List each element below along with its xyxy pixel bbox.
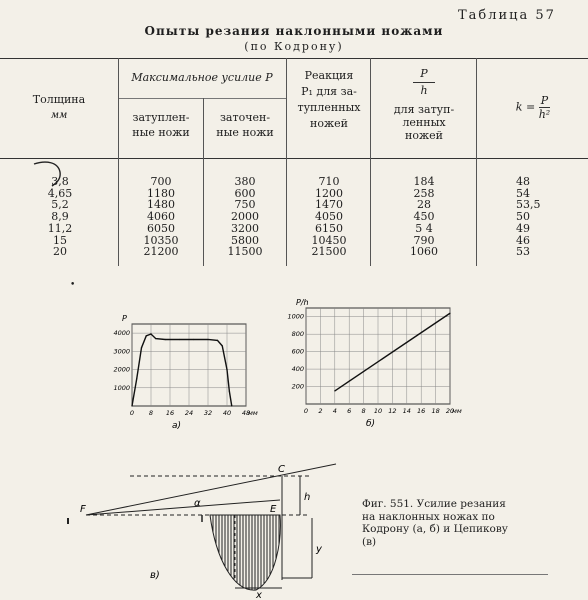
- table-cell-thickness: 11,2: [47, 221, 73, 235]
- point-c-label: C: [278, 464, 285, 475]
- column-ratio: [372, 176, 476, 258]
- data-point: [150, 333, 151, 334]
- header-dull: затуплен- ные ножи: [132, 111, 190, 139]
- header-thickness: [2, 92, 116, 124]
- header-sharp: заточен- ные ножи: [216, 111, 274, 139]
- table-cell-dull: 4060: [147, 210, 175, 224]
- x-tick-label: 48: [241, 409, 251, 417]
- figure-b-chart: [270, 296, 470, 430]
- table-cell-reaction: 1470: [315, 198, 343, 212]
- y-tick-label: 400: [291, 365, 304, 374]
- figure-caption: Фиг. 551. Усилие резания на наклонных ножах по Кодрону (а, б) и Цепикову (в): [362, 498, 508, 548]
- table-cell-sharp: 750: [234, 198, 256, 212]
- y-tick-label: 4000: [113, 329, 130, 338]
- x-tick-label: 40: [222, 409, 232, 417]
- data-point: [229, 391, 230, 392]
- x-tick-label: 0: [129, 409, 135, 417]
- table-cell-reaction: 1200: [315, 186, 343, 200]
- table-title: Опыты резания наклонными ножами: [144, 24, 444, 38]
- point-f-label: F: [80, 504, 86, 515]
- x-axis-unit: мм: [452, 407, 462, 415]
- table-cell-ratio: 258: [413, 186, 435, 200]
- table-cell-dull: 1180: [147, 186, 175, 200]
- table-cell-k: 48: [516, 175, 530, 188]
- table-col-divider: [286, 58, 287, 266]
- x-tick-label: 14: [402, 407, 411, 415]
- x-tick-label: 24: [184, 409, 194, 417]
- data-point: [231, 405, 232, 406]
- table-cell-thickness: 8,9: [51, 210, 69, 224]
- x-axis-unit: мм: [248, 409, 258, 417]
- data-point: [222, 345, 223, 346]
- table-cell-k: 54: [516, 186, 530, 200]
- table-cell-ratio: 1060: [410, 245, 438, 259]
- x-tick-label: 18: [431, 407, 440, 415]
- table-cell-reaction: 6150: [315, 221, 343, 235]
- point-e-label: E: [270, 504, 277, 515]
- table-cell-sharp: 11500: [227, 245, 263, 259]
- table-cell-ratio: 5 4: [415, 221, 433, 235]
- data-point: [179, 339, 180, 340]
- table-cell-thickness: 4,65: [47, 186, 73, 200]
- figure-a-chart: [96, 310, 266, 430]
- table-cell-sharp: 2000: [231, 210, 259, 224]
- table-cell-sharp: 3200: [231, 221, 259, 235]
- data-point: [165, 339, 166, 340]
- figure-label: а): [172, 421, 182, 430]
- table-cell-k: 46: [516, 233, 530, 247]
- x-tick-label: 8: [361, 407, 366, 415]
- x-tick-label: 2: [318, 407, 323, 415]
- header-k: [480, 94, 586, 121]
- table-number: Таблица 57: [458, 8, 556, 23]
- data-point: [217, 340, 218, 341]
- table-cell-reaction: 10450: [311, 233, 347, 247]
- y-tick-label: 800: [291, 330, 304, 339]
- y-tick-label: 1000: [113, 383, 130, 392]
- data-point: [131, 405, 132, 406]
- column-sharp: [204, 176, 286, 258]
- y-tick-label: 2000: [113, 365, 130, 374]
- x-tick-label: 12: [388, 407, 397, 415]
- table-cell-reaction: 4050: [315, 210, 343, 224]
- header-reaction: Реакция P₁ для за- тупленных ножей: [297, 69, 361, 130]
- y-label: y: [316, 544, 322, 555]
- table-cell-ratio: 450: [413, 210, 435, 224]
- header-thickness-unit: мм: [50, 110, 68, 121]
- y-axis-label: P/h: [296, 298, 309, 307]
- table-cell-dull: 6050: [147, 221, 175, 235]
- table-cell-thickness: 3,8: [51, 175, 69, 188]
- data-point: [226, 369, 227, 370]
- column-k: [516, 176, 576, 258]
- header-ratio-denominator: h: [420, 84, 428, 97]
- table-cell-sharp: 380: [234, 175, 256, 188]
- x-label: x: [256, 590, 262, 600]
- y-tick-label: 600: [291, 347, 304, 356]
- figure-c-diagram: [50, 460, 350, 600]
- alpha-label: α: [194, 498, 201, 509]
- data-point: [193, 339, 194, 340]
- table-cell-ratio: 184: [413, 175, 435, 188]
- header-ratio-numerator: P: [420, 67, 428, 80]
- knife-lower-line: [86, 500, 280, 515]
- table-cell-reaction: 21500: [311, 245, 347, 259]
- y-axis-label: P: [122, 314, 127, 323]
- caption-rule: [352, 574, 548, 575]
- pen-mark: [30, 160, 70, 190]
- hatched-force-area: [210, 515, 280, 590]
- table-cell-dull: 10350: [143, 233, 179, 247]
- x-tick-label: 4: [332, 407, 337, 415]
- table-cell-k: 53,5: [516, 198, 541, 212]
- knife-upper-line: [86, 464, 336, 515]
- table-cell-k: 49: [516, 221, 530, 235]
- dot-mark: •: [70, 280, 76, 290]
- table-cell-ratio: 28: [417, 198, 431, 212]
- table-cell-dull: 21200: [143, 245, 179, 259]
- y-tick-label: 3000: [113, 347, 130, 356]
- y-tick-label: 200: [291, 382, 304, 391]
- data-point: [334, 390, 335, 391]
- y-tick-label: 1000: [287, 312, 304, 321]
- data-line: [132, 334, 232, 406]
- x-tick-label: 20: [445, 407, 455, 415]
- table-cell-k: 53: [516, 245, 530, 259]
- x-tick-label: 16: [417, 407, 426, 415]
- figure-label: б): [366, 419, 376, 429]
- table-cell-ratio: 790: [413, 233, 435, 247]
- table-cell-thickness: 20: [53, 245, 67, 259]
- header-max-force: Максимальное усилие P: [131, 71, 273, 84]
- table-cell-thickness: 5,2: [51, 198, 69, 212]
- table-rule-header-bottom: [0, 158, 588, 159]
- x-tick-label: 16: [165, 409, 175, 417]
- data-point: [141, 347, 142, 348]
- h-label: h: [304, 492, 311, 503]
- table-cell-sharp: 5800: [231, 233, 259, 247]
- header-thickness-label: Толщина: [32, 93, 86, 106]
- data-point: [136, 378, 137, 379]
- header-k-denominator: h²: [538, 108, 551, 121]
- table-cell-dull: 1480: [147, 198, 175, 212]
- table-rule-subheader: [118, 98, 286, 99]
- table-col-divider: [476, 58, 477, 266]
- column-dull: [120, 176, 202, 258]
- data-point: [207, 339, 208, 340]
- x-tick-label: 6: [347, 407, 352, 415]
- table-col-divider: [118, 58, 119, 266]
- header-ratio-note: для затуп- ленных ножей: [393, 103, 455, 142]
- x-tick-label: 0: [303, 407, 309, 415]
- data-point: [146, 335, 147, 336]
- header-k-numerator: P: [540, 94, 549, 107]
- table-rule-top: [0, 58, 588, 59]
- table-cell-dull: 700: [150, 175, 172, 188]
- table-cell-k: 50: [516, 210, 530, 224]
- data-point: [449, 313, 450, 314]
- column-reaction: [288, 176, 370, 258]
- x-tick-label: 10: [373, 407, 383, 415]
- table-cell-reaction: 710: [318, 175, 340, 188]
- header-ratio: [372, 66, 476, 142]
- x-tick-label: 32: [203, 409, 213, 417]
- table-subtitle: (по Кодрону): [244, 40, 344, 53]
- data-point: [155, 338, 156, 339]
- table-cell-sharp: 600: [234, 186, 256, 200]
- table-col-divider: [370, 58, 371, 266]
- table-cell-thickness: 15: [53, 233, 67, 247]
- figure-c-label: в): [150, 570, 160, 581]
- header-k-left: k =: [515, 100, 539, 114]
- x-tick-label: 8: [148, 409, 154, 417]
